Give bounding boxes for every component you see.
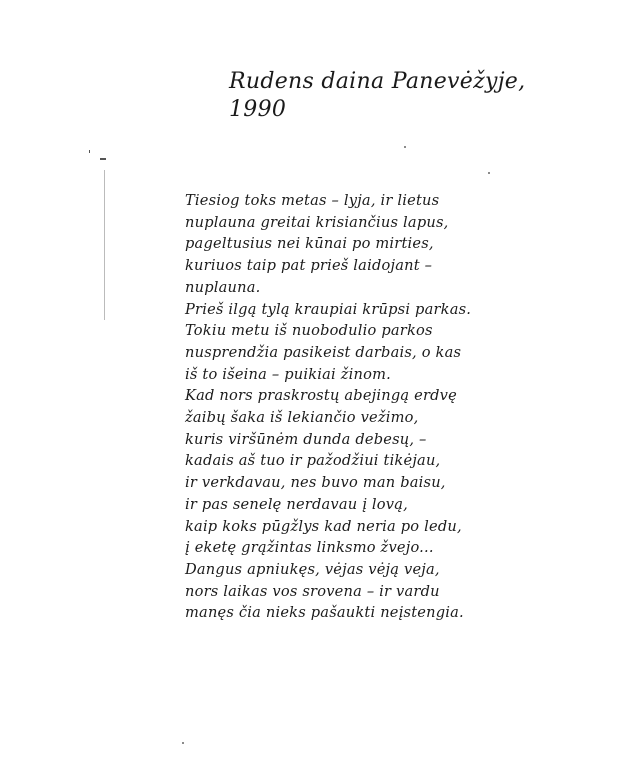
poem-line: kuriuos taip pat prieš laidojant –	[185, 257, 433, 275]
poem-line: nuplauna.	[185, 278, 261, 296]
poem-line: nuplauna greitai krisiančius lapus,	[185, 213, 449, 231]
scan-dot	[404, 146, 406, 148]
poem-line: kuris viršūnėm dunda debesų, –	[185, 430, 427, 448]
poem-line: manęs čia nieks pašaukti neįstengia.	[185, 604, 464, 622]
poem-line: Prieš ilgą tylą kraupiai krūpsi parkas.	[185, 300, 472, 318]
poem-title	[229, 68, 525, 124]
poem-line: pageltusius nei kūnai po mirties,	[185, 235, 434, 253]
poem-line: nusprendžia pasikeist darbais, o kas	[185, 343, 462, 361]
poem-line: Tokiu metu iš nuobodulio parkos	[185, 322, 433, 340]
poem-line: kadais aš tuo ir pažodžiui tikėjau,	[185, 452, 441, 470]
poem-line: iš to išeina – puikiai žinom.	[185, 365, 391, 383]
poem-body	[185, 190, 471, 624]
scan-dot	[182, 742, 184, 744]
scan-mark	[100, 158, 106, 160]
poem-line: Kad nors praskrostų abejingą erdvę	[185, 387, 457, 405]
scan-dot	[488, 172, 490, 174]
scan-mark	[89, 150, 90, 153]
poem-line: į eketę grąžintas linksmo žvejo...	[185, 539, 434, 557]
poem-line: Dangus apniukęs, vėjas vėją veja,	[185, 560, 440, 578]
poem-line: žaibų šaka iš lekiančio vežimo,	[185, 409, 419, 427]
poem-title-year: 1990	[229, 97, 287, 122]
poem-line: ir pas senelę nerdavau į lovą,	[185, 495, 408, 513]
scan-mark	[104, 170, 105, 320]
poem-line: nors laikas vos srovena – ir vardu	[185, 582, 440, 600]
poem-line: Tiesiog toks metas – lyja, ir lietus	[185, 192, 440, 209]
poem-line: kaip koks pūgžlys kad neria po ledu,	[185, 517, 462, 535]
poem-title-line: Rudens daina Panevėžyje,	[229, 69, 526, 94]
poem-line: ir verkdavau, nes buvo man baisu,	[185, 474, 446, 492]
